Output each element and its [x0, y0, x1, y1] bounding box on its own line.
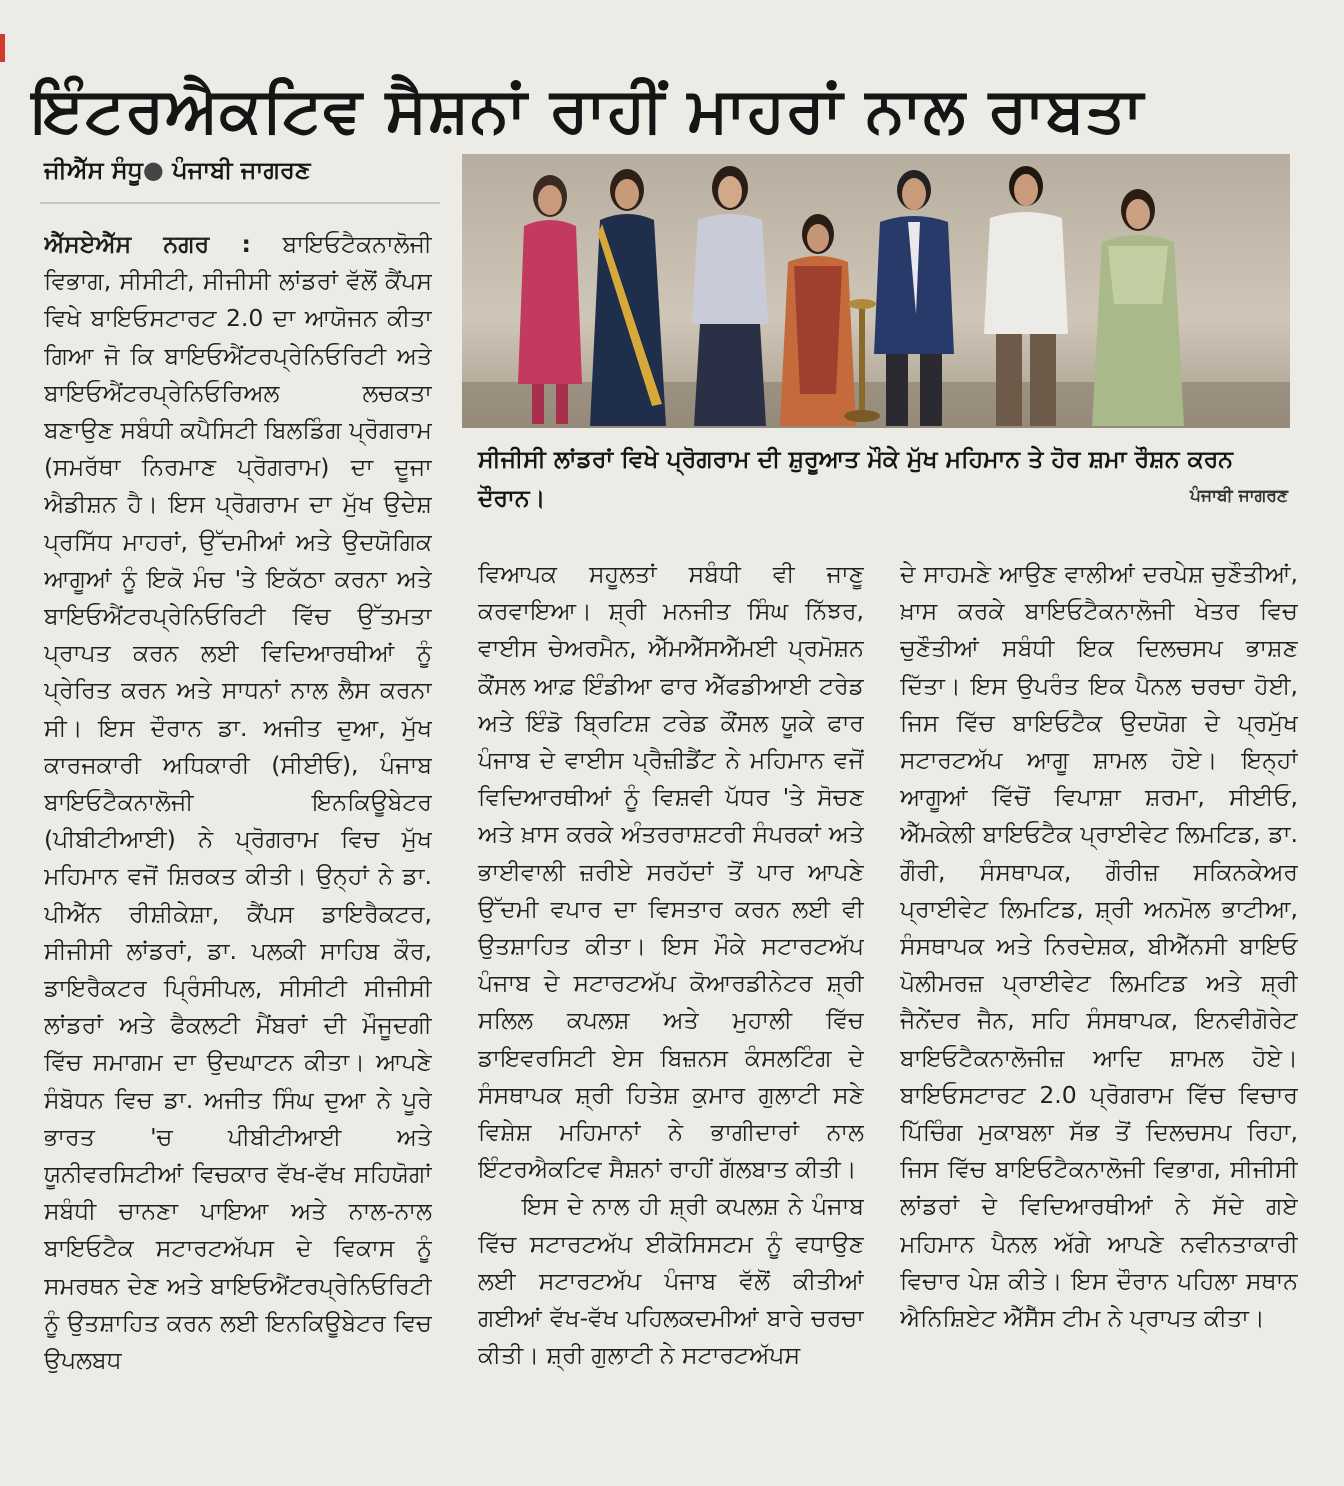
byline-publication: ਪੰਜਾਬੀ ਜਾਗਰਣ — [172, 156, 311, 184]
headline: ਇੰਟਰਐਕਟਿਵ ਸੈਸ਼ਨਾਂ ਰਾਹੀਂ ਮਾਹਰਾਂ ਨਾਲ ਰਾਬਤਾ — [30, 72, 1144, 146]
article-column-2 — [478, 556, 864, 1471]
byline — [44, 156, 311, 184]
byline-separator: ● — [142, 156, 164, 184]
article-column-1 — [44, 226, 432, 1471]
event-photo — [462, 154, 1290, 428]
column-2-paragraph-2: ਇਸ ਦੇ ਨਾਲ ਹੀ ਸ਼੍ਰੀ ਕਪਲਸ਼ ਨੇ ਪੰਜਾਬ ਵਿੱਚ ਸਟਾਰਟਅੱਪ ਈਕੋਸਿਸਟਮ ਨੂੰ ਵਧਾਉਣ ਲਈ ਸਟਾਰਟਅੱਪ ਪੰਜਾਬ ਵੱਲੋਂ ਕੀਤੀਆਂ ਗਈਆਂ ਵੱਖ-ਵੱਖ ਪਹਿਲਕਦਮੀਆਂ ਬਾਰੇ ਚਰਚਾ ਕੀਤੀ। ਸ਼੍ਰੀ ਗੁਲਾਟੀ ਨੇ ਸਟਾਰਟਅੱਪਸ — [478, 1192, 864, 1370]
column-2-paragraph-1: ਵਿਆਪਕ ਸਹੂਲਤਾਂ ਸਬੰਧੀ ਵੀ ਜਾਣੂ ਕਰਵਾਇਆ। ਸ਼੍ਰੀ ਮਨਜੀਤ ਸਿੰਘ ਨਿੱਝਰ, ਵਾਈਸ ਚੇਅਰਮੈਨ, ਐੱਮਐੱਸਐੱਮਈ ਪ੍ਰਮੋਸ਼ਨ ਕੌਂਸਲ ਆਫ਼ ਇੰਡੀਆ ਫਾਰ ਐੱਫਡੀਆਈ ਟਰੇਡ ਅਤੇ ਇੰਡੋ ਬ੍ਰਿਟਿਸ਼ ਟਰੇਡ ਕੌਂਸਲ ਯੂਕੇ ਫਾਰ ਪੰਜਾਬ ਦੇ ਵਾਈਸ ਪ੍ਰੈਜ਼ੀਡੈਂਟ ਨੇ ਮਹਿਮਾਨ ਵਜੋਂ ਵਿਦਿਆਰਥੀਆਂ ਨੂੰ ਵਿਸ਼ਵੀ ਪੱਧਰ 'ਤੇ ਸੋਚਣ ਅਤੇ ਖ਼ਾਸ ਕਰਕੇ ਅੰਤਰਰਾਸ਼ਟਰੀ ਸੰਪਰਕਾਂ ਅਤੇ ਭਾਈਵਾਲੀ ਜ਼ਰੀਏ ਸਰਹੱਦਾਂ ਤੋਂ ਪਾਰ ਆਪਣੇ ਉੱਦਮੀ ਵਪਾਰ ਦਾ ਵਿਸਤਾਰ ਕਰਨ ਲਈ ਵੀ ਉਤਸ਼ਾਹਿਤ ਕੀਤਾ। ਇਸ ਮੌਕੇ ਸਟਾਰਟਅੱਪ ਪੰਜਾਬ ਦੇ ਸਟਾਰਟਅੱਪ ਕੋਆਰਡੀਨੇਟਰ ਸ਼੍ਰੀ ਸਲਿਲ ਕਪਲਸ਼ ਅਤੇ ਮੁਹਾਲੀ ਵਿੱਚ ਡਾਇਵਰਸਿਟੀ ਏਸ ਬਿਜ਼ਨਸ ਕੰਸਲਟਿੰਗ ਦੇ ਸੰਸਥਾਪਕ ਸ਼੍ਰੀ ਹਿਤੇਸ਼ ਕੁਮਾਰ ਗੁਲਾਟੀ ਸਣੇ ਵਿਸ਼ੇਸ਼ ਮਹਿਮਾਨਾਂ ਨੇ ਭਾਗੀਦਾਰਾਂ ਨਾਲ ਇੰਟਰਐਕਟਿਵ ਸੈਸ਼ਨਾਂ ਰਾਹੀਂ ਗੱਲਬਾਤ ਕੀਤੀ। — [478, 560, 864, 1184]
photo-caption: ਸੀਜੀਸੀ ਲਾਂਡਰਾਂ ਵਿਖੇ ਪ੍ਰੋਗਰਾਮ ਦੀ ਸ਼ੁਰੂਆਤ ਮੌਕੇ ਮੁੱਖ ਮਹਿਮਾਨ ਤੇ ਹੋਰ ਸ਼ਮਾ ਰੌਸ਼ਨ ਕਰਨ ਦੌਰਾਨ। — [478, 445, 1233, 512]
article-column-3 — [900, 556, 1298, 1471]
column-3-text: ਦੇ ਸਾਹਮਣੇ ਆਉਣ ਵਾਲੀਆਂ ਦਰਪੇਸ਼ ਚੁਣੌਤੀਆਂ, ਖ਼ਾਸ ਕਰਕੇ ਬਾਇਓਟੈਕਨਾਲੋਜੀ ਖੇਤਰ ਵਿਚ ਚੁਣੌਤੀਆਂ ਸਬੰਧੀ ਇਕ ਦਿਲਚਸਪ ਭਾਸ਼ਣ ਦਿੱਤਾ। ਇਸ ਉਪਰੰਤ ਇਕ ਪੈਨਲ ਚਰਚਾ ਹੋਈ, ਜਿਸ ਵਿੱਚ ਬਾਇਓਟੈਕ ਉਦਯੋਗ ਦੇ ਪ੍ਰਮੁੱਖ ਸਟਾਰਟਅੱਪ ਆਗੂ ਸ਼ਾਮਲ ਹੋਏ। ਇਨ੍ਹਾਂ ਆਗੂਆਂ ਵਿੱਚੋਂ ਵਿਪਾਸ਼ਾ ਸ਼ਰਮਾ, ਸੀਈਓ, ਐੱਮਕੇਲੀ ਬਾਇਓਟੈਕ ਪ੍ਰਾਈਵੇਟ ਲਿਮਟਿਡ, ਡਾ. ਗੌਰੀ, ਸੰਸਥਾਪਕ, ਗੌਰੀਜ਼ ਸਕਿਨਕੇਅਰ ਪ੍ਰਾਈਵੇਟ ਲਿਮਟਿਡ, ਸ਼੍ਰੀ ਅਨਮੋਲ ਭਾਟੀਆ, ਸੰਸਥਾਪਕ ਅਤੇ ਨਿਰਦੇਸ਼ਕ, ਬੀਐੱਨਸੀ ਬਾਇਓ ਪੋਲੀਮਰਜ਼ ਪ੍ਰਾਈਵੇਟ ਲਿਮਟਿਡ ਅਤੇ ਸ਼੍ਰੀ ਜੈਨੇਂਦਰ ਜੈਨ, ਸਹਿ ਸੰਸਥਾਪਕ, ਇਨਵੀਗੋਰੇਟ ਬਾਇਓਟੈਕਨਾਲੋਜੀਜ਼ ਆਦਿ ਸ਼ਾਮਲ ਹੋਏ। ਬਾਇਓਸਟਾਰਟ 2.0 ਪ੍ਰੋਗਰਾਮ ਵਿੱਚ ਵਿਚਾਰ ਪਿੱਚਿੰਗ ਮੁਕਾਬਲਾ ਸੱਭ ਤੋਂ ਦਿਲਚਸਪ ਰਿਹਾ, ਜਿਸ ਵਿੱਚ ਬਾਇਓਟੈਕਨਾਲੋਜੀ ਵਿਭਾਗ, ਸੀਜੀਸੀ ਲਾਂਡਰਾਂ ਦੇ ਵਿਦਿਆਰਥੀਆਂ ਨੇ ਸੱਦੇ ਗਏ ਮਹਿਮਾਨ ਪੈਨਲ ਅੱਗੇ ਆਪਣੇ ਨਵੀਨਤਾਕਾਰੀ ਵਿਚਾਰ ਪੇਸ਼ ਕੀਤੇ। ਇਸ ਦੌਰਾਨ ਪਹਿਲਾ ਸਥਾਨ ਐਨਿਸ਼ਿਏਟ ਐੱਸੈੱਸ ਟੀਮ ਨੇ ਪ੍ਰਾਪਤ ਕੀਤਾ। — [900, 560, 1298, 1333]
photo-credit: ਪੰਜਾਬੀ ਜਾਗਰਣ — [1190, 486, 1288, 506]
page-edge-mark — [0, 34, 5, 62]
byline-author: ਜੀਐੱਸ ਸੰਧੂ — [44, 156, 143, 184]
byline-rule — [40, 202, 440, 204]
column-1-text: ਬਾਇਓਟੈਕਨਾਲੋਜੀ ਵਿਭਾਗ, ਸੀਸੀਟੀ, ਸੀਜੀਸੀ ਲਾਂਡਰਾਂ ਵੱਲੋਂ ਕੈਂਪਸ ਵਿਖੇ ਬਾਇਓਸਟਾਰਟ 2.0 ਦਾ ਆਯੋਜਨ ਕੀਤਾ ਗਿਆ ਜੋ ਕਿ ਬਾਇਓਐਂਟਰਪ੍ਰੇਨਿਓਰਿਟੀ ਅਤੇ ਬਾਇਓਐਂਟਰਪ੍ਰੇਨਿਓਰਿਅਲ ਲਚਕਤਾ ਬਣਾਉਣ ਸਬੰਧੀ ਕਪੈਸਿਟੀ ਬਿਲਡਿੰਗ ਪ੍ਰੋਗਰਾਮ (ਸਮਰੱਥਾ ਨਿਰਮਾਣ ਪ੍ਰੋਗਰਾਮ) ਦਾ ਦੂਜਾ ਐਡੀਸ਼ਨ ਹੈ। ਇਸ ਪ੍ਰੋਗਰਾਮ ਦਾ ਮੁੱਖ ਉਦੇਸ਼ ਪ੍ਰਸਿੱਧ ਮਾਹਰਾਂ, ਉੱਦਮੀਆਂ ਅਤੇ ਉਦਯੋਗਿਕ ਆਗੂਆਂ ਨੂੰ ਇਕੋ ਮੰਚ 'ਤੇ ਇਕੱਠਾ ਕਰਨਾ ਅਤੇ ਬਾਇਓਐਂਟਰਪ੍ਰੇਨਿਓਰਿਟੀ ਵਿੱਚ ਉੱਤਮਤਾ ਪ੍ਰਾਪਤ ਕਰਨ ਲਈ ਵਿਦਿਆਰਥੀਆਂ ਨੂੰ ਪ੍ਰੇਰਿਤ ਕਰਨ ਅਤੇ ਸਾਧਨਾਂ ਨਾਲ ਲੈਸ ਕਰਨਾ ਸੀ। ਇਸ ਦੌਰਾਨ ਡਾ. ਅਜੀਤ ਦੁਆ, ਮੁੱਖ ਕਾਰਜਕਾਰੀ ਅਧਿਕਾਰੀ (ਸੀਈਓ), ਪੰਜਾਬ ਬਾਇਓਟੈਕਨਾਲੋਜੀ ਇਨਕਿਊਬੇਟਰ (ਪੀਬੀਟੀਆਈ) ਨੇ ਪ੍ਰੋਗਰਾਮ ਵਿਚ ਮੁੱਖ ਮਹਿਮਾਨ ਵਜੋਂ ਸ਼ਿਰਕਤ ਕੀਤੀ। ਉਨ੍ਹਾਂ ਨੇ ਡਾ. ਪੀਐੱਨ ਰੀਸ਼ੀਕੇਸ਼ਾ, ਕੈਂਪਸ ਡਾਇਰੈਕਟਰ, ਸੀਜੀਸੀ ਲਾਂਡਰਾਂ, ਡਾ. ਪਲਕੀ ਸਾਹਿਬ ਕੌਰ, ਡਾਇਰੈਕਟਰ ਪ੍ਰਿੰਸੀਪਲ, ਸੀਸੀਟੀ ਸੀਜੀਸੀ ਲਾਂਡਰਾਂ ਅਤੇ ਫੈਕਲਟੀ ਮੈਂਬਰਾਂ ਦੀ ਮੌਜੂਦਗੀ ਵਿੱਚ ਸਮਾਗਮ ਦਾ ਉਦਘਾਟਨ ਕੀਤਾ। ਆਪਣੇ ਸੰਬੋਧਨ ਵਿਚ ਡਾ. ਅਜੀਤ ਸਿੰਘ ਦੁਆ ਨੇ ਪੂਰੇ ਭਾਰਤ 'ਚ ਪੀਬੀਟੀਆਈ ਅਤੇ ਯੂਨੀਵਰਸਿਟੀਆਂ ਵਿਚਕਾਰ ਵੱਖ-ਵੱਖ ਸਹਿਯੋਗਾਂ ਸਬੰਧੀ ਚਾਨਣਾ ਪਾਇਆ ਅਤੇ ਨਾਲ-ਨਾਲ ਬਾਇਓਟੈਕ ਸਟਾਰਟਅੱਪਸ ਦੇ ਵਿਕਾਸ ਨੂੰ ਸਮਰਥਨ ਦੇਣ ਅਤੇ ਬਾਇਓਐਂਟਰਪ੍ਰੇਨਿਓਰਿਟੀ ਨੂੰ ਉਤਸ਼ਾਹਿਤ ਕਰਨ ਲਈ ਇਨਕਿਊਬੇਟਰ ਵਿਚ ਉਪਲਬਧ — [44, 230, 432, 1375]
dateline: ਐੱਸਏਐੱਸ ਨਗਰ : — [44, 230, 251, 258]
event-photo-illustration — [462, 154, 1290, 428]
